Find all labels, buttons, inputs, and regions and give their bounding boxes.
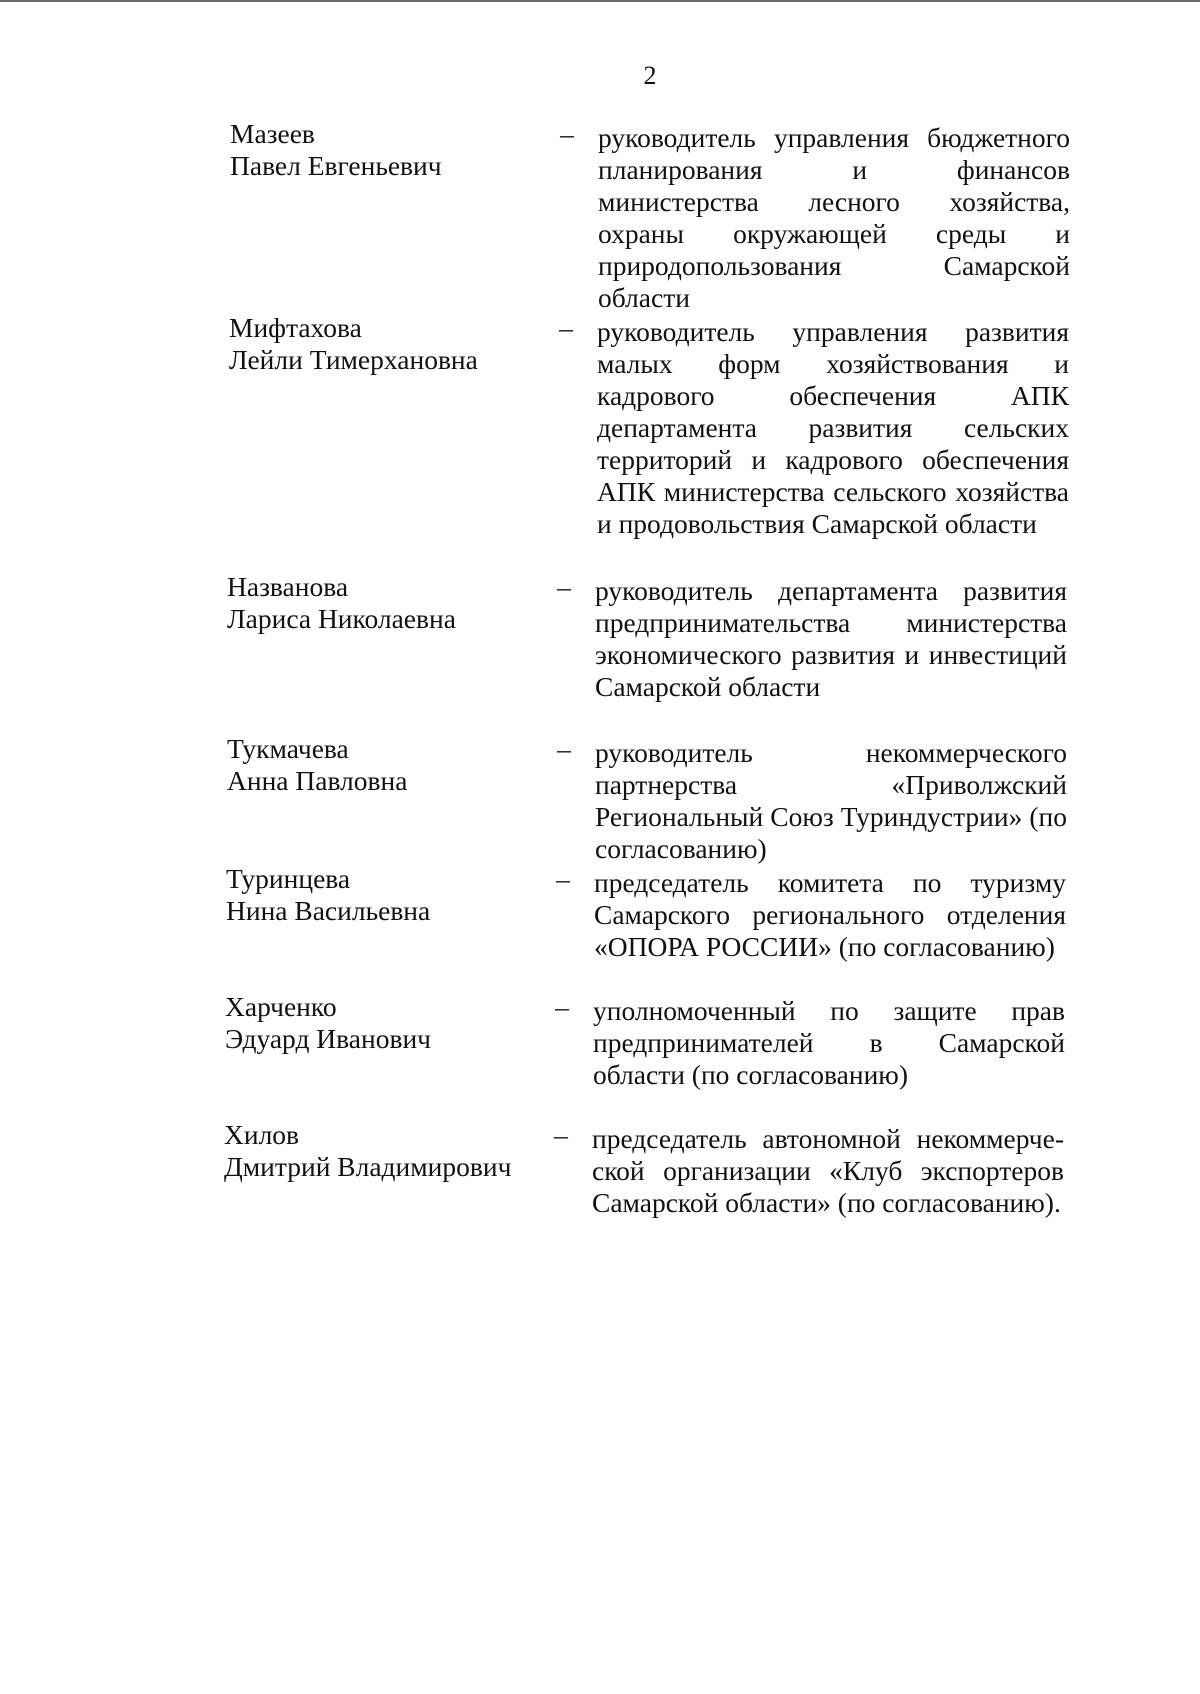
separator-dash: – [557,571,571,602]
member-given-names: Лариса Николаевна [227,603,456,634]
scan-top-edge [0,0,1200,2]
separator-dash: – [557,733,571,764]
member-given-names: Павел Евгеньевич [230,150,442,181]
member-name [225,991,525,1055]
page-number: 2 [643,61,657,90]
member-surname: Мифтахова [229,312,362,343]
separator-dash: – [560,118,574,149]
separator-dash: – [559,312,573,343]
member-position: руководитель департамента развития предпринимательства министерства экономического развития и инвестиций Самарской области [595,575,1067,702]
separator-dash: – [555,991,569,1022]
member-surname: Тукмачева [227,733,349,764]
member-position: уполномоченный по защите прав предпринимателей в Самарской области (по согласованию) [593,995,1065,1090]
member-name [224,1119,524,1183]
separator-dash: – [556,863,570,894]
member-name [227,733,527,797]
member-given-names: Эдуард Иванович [225,1023,431,1054]
member-position: руководитель управления развития малых форм хозяйствования и кадрового обеспечения АПК департамента развития сельских территорий и кадрового обеспечения АПК министерства сельского хозяйства и продовольствия Самарской области [597,316,1069,539]
member-name [227,571,527,635]
member-name [226,863,526,927]
member-surname: Харченко [225,991,337,1022]
member-given-names: Нина Васильевна [226,895,431,926]
member-position: председатель комитета по туризму Самарского регионального отделения «ОПОРА РОССИИ» (по согласованию) [594,867,1066,962]
separator-dash: – [554,1119,568,1150]
member-surname: Мазеев [230,118,315,149]
member-position: руководитель некоммерческого партнерства «Приволжский Региональный Союз Туриндустрии» (по согласованию) [595,737,1067,864]
member-position: руководитель управления бюджетного планирования и финансов министерства лесного хозяйства, охраны окружающей среды и природопользования Самарской области [598,122,1070,313]
member-given-names: Дмитрий Владимирович [224,1151,512,1182]
member-position: председатель автономной некоммерческой организации «Клуб экспортеров Самарской области» (по согласованию). [592,1123,1064,1218]
member-surname: Туринцева [226,863,351,894]
member-given-names: Анна Павловна [227,765,408,796]
member-surname: Хилов [224,1119,300,1150]
member-name [229,312,529,376]
member-given-names: Лейли Тимерхановна [229,344,478,375]
member-name [230,118,530,182]
member-surname: Названова [227,571,349,602]
